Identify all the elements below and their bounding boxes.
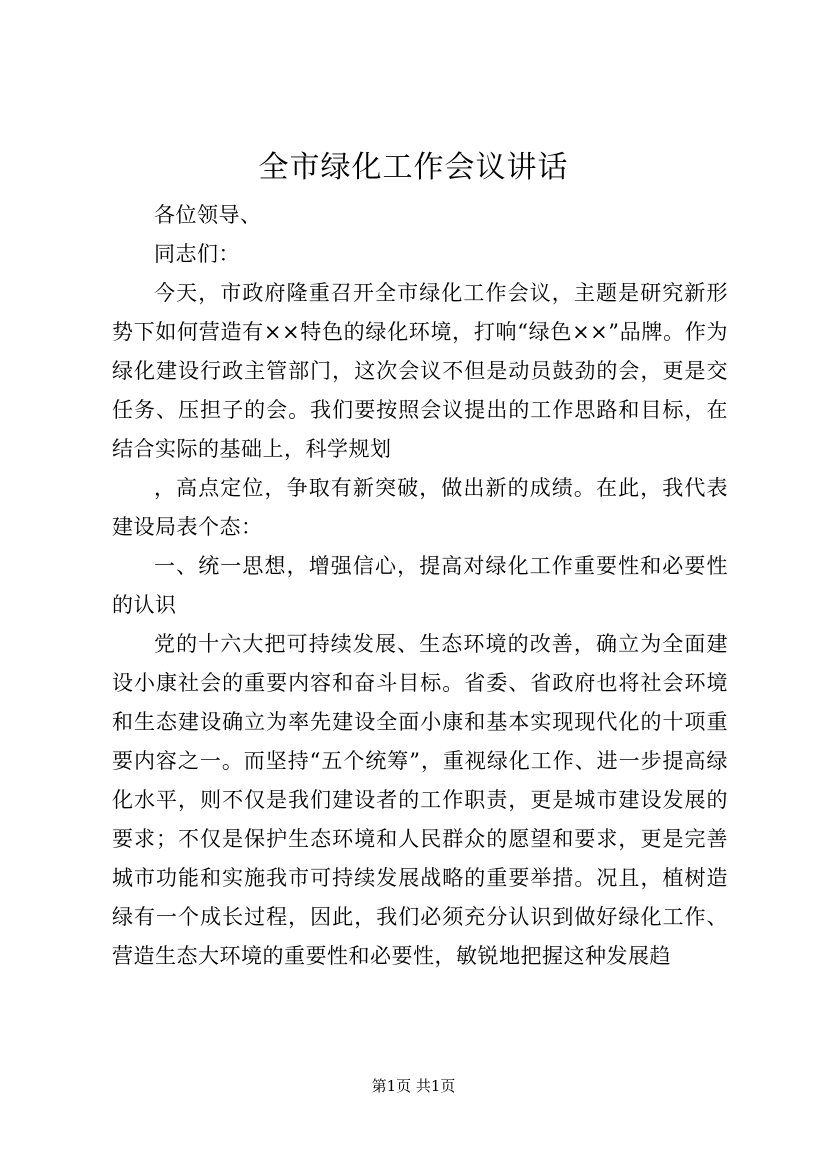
- paragraph-section-1-body: 党的十六大把可持续发展、生态环境的改善，确立为全面建设小康社会的重要内容和奋斗目标。省委、省政府也将社会环境和生态建设确立为率先建设全面小康和基本实现现代化的十项重要内容之一。而坚持“五个统筹”，重视绿化工作、进一步提高绿化水平，则不仅是我们建设者的工作职责，更是城市建设发展的要求；不仅是保护生态环境和人民群众的愿望和要求，更是完善城市功能和实施我市可持续发展战略的重要举措。况且，植树造绿有一个成长过程，因此，我们必须充分认识到做好绿化工作、营造生态大环境的重要性和必要性，敏锐地把握这种发展趋: [112, 632, 728, 968]
- paragraph-intro: 今天，市政府隆重召开全市绿化工作会议，主题是研究新形势下如何营造有××特色的绿化环境，打响“绿色××”品牌。作为绿化建设行政主管部门，这次会议不但是动员鼓劲的会，更是交任务、压担子的会。我们要按照会议提出的工作思路和目标，在结合实际的基础上，科学规划: [112, 281, 728, 461]
- document-body: [112, 196, 728, 976]
- paragraph-salutation-2: 同志们：: [154, 242, 240, 266]
- paragraph-salutation-1: 各位领导、: [154, 203, 262, 227]
- page-title: 全市绿化工作会议讲话: [258, 150, 569, 185]
- section-heading-1: 一、统一思想，增强信心，提高对绿化工作重要性和必要性的认识: [112, 554, 728, 617]
- page-footer: 第1页 共1页: [371, 1077, 456, 1095]
- paragraph-continuation: ，高点定位，争取有新突破，做出新的成绩。在此，我代表建设局表个态：: [112, 476, 728, 539]
